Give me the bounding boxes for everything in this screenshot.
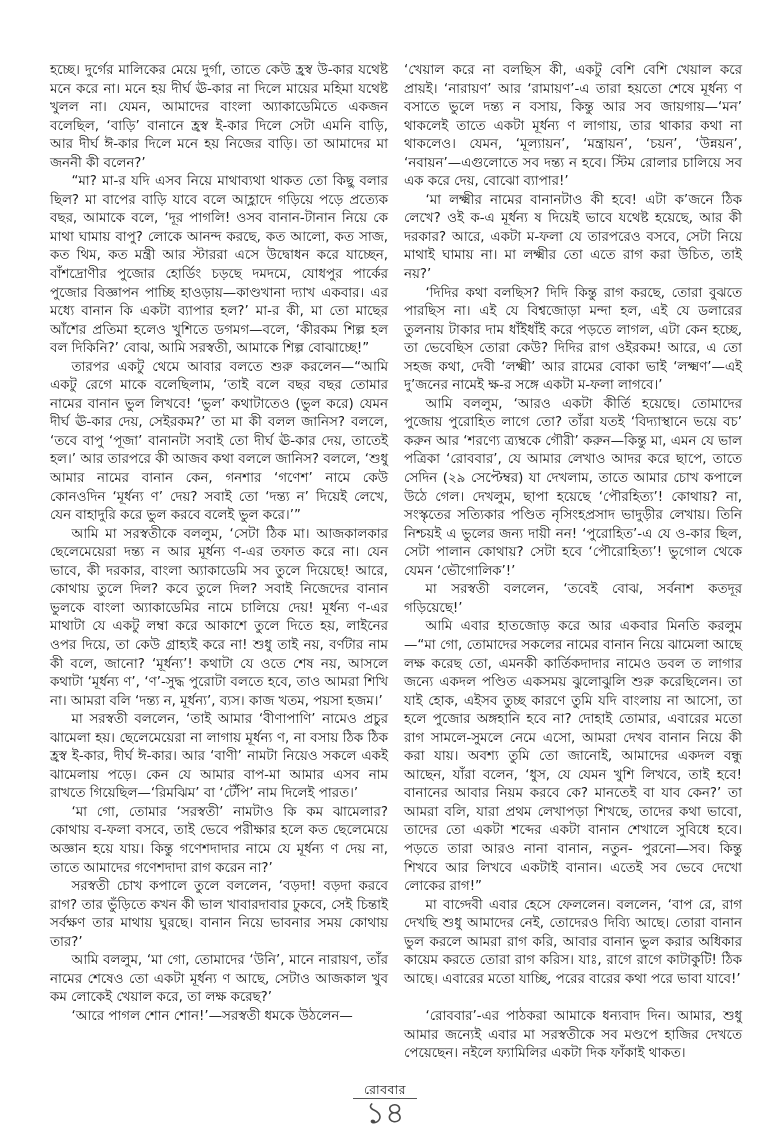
paragraph: মা বাগ্দেবী এবার হেসে ফেললেন। বললেন, ‘বাপ রে, রাগ দেখছি শুধু আমাদের নেই, তোদেরও দিব্যি আছে। তোরা বানান ভুল করলে আমরা রাগ করি, আবার বানান ভুল করার অধিকার কায়েম করতে তোরা রাগ করিস। যাঃ, রাগে রাগে কাটাকুটি! ঠিক আছে। এবারের মতো যাচ্ছি, পরের বারের কথা পরে ভাবা যাবে!’ xyxy=(404,897,742,987)
paragraph: সরস্বতী চোখ কপালে তুলে বললেন, ‘বড়দা! বড়দা করবে রাগ? তার ভুঁড়িতে কখন কী ভাল খাবারদাবার ঢুকবে, সেই চিন্তাই সর্বক্ষণ তার মাথায় ঘুরছে। বানান নিয়ে ভাবনার সময় কোথায় তার?’ xyxy=(50,879,388,950)
paragraph: মা সরস্বতী বললেন, ‘তাই আমার ‘বীণাপাণি’ নামেও প্রচুর ঝামেলা হয়। ছেলেমেয়েরা না লাগায় মূর্ধন্য ণ, না বসায় ঠিক ঠিক হ্রস্ব ই-কার, দীর্ঘ ঈ-কার। আর ‘বাণী’ নামটা নিয়েও সকলে একই ঝামেলায় পড়ে। কেন যে আমার বাপ-মা আমার এসব নাম রাখতে গিয়েছিল—‘রিমঝিম’ বা ‘টেঁপি’ নাম দিলেই পারত।’ xyxy=(50,712,388,802)
closing-paragraph: ‘রোববার’-এর পাঠকরা আমাকে ধন্যবাদ দিন। আমার, শুধু আমার জন্যেই এবার মা সরস্বতীকে সব মণ্ডপে হাজির দেখতে পেয়েছেন। নইলে ফ্যামিলির একটা দিক ফাঁকাই থাকত। xyxy=(404,1009,742,1062)
paragraph: ‘মা লক্ষ্মীর নামের বানানটাও কী হবে! এটা ক’জনে ঠিক লেখে? ওই ক-এ মূর্ধন্য ষ দিয়েই ভাবে যথেষ্ট হয়েছে, আর কী দরকার? আরে, একটা ম-ফলা যে তারপরেও বসবে, সেটা নিয়ে মাথাই ঘামায় না। মা লক্ষ্মীর তো এতে রাগ করা উচিত, তাই নয়?’ xyxy=(404,192,742,283)
paragraph: ‘খেয়াল করে না বলছিস কী, একটু বেশি বেশি খেয়াল করে প্রায়ই। ‘নারায়ণ’ আর ‘রামায়ণ’-এ তারা হয়তো শেষে মূর্ধন্য ণ বসাতে ভুলে দন্ত্য ন বসায়, কিন্তু আর সব জায়গায়—‘মন’ থাকলেই তাতে একটা মূর্ধন্য ণ লাগায়, তার থাকার কথা না থাকলেও। যেমন, ‘মূল্যায়ন’, ‘মন্ত্রায়ন’, ‘চয়ন’, ‘উন্নয়ন’, ‘নবায়ন’—এগুলোতে সব দন্ত্য ন হবে। স্টিম রোলার চালিয়ে সব এক করে দেয়, বোঝো ব্যাপার!’ xyxy=(404,63,742,190)
paragraph: ‘মা গো, তোমার ‘সরস্বতী’ নামটাও কি কম ঝামেলার? কোথায় ব-ফলা বসবে, তাই ভেবে পরীক্ষার হলে কত ছেলেমেয়ে অজ্ঞান হয়ে যায়। কিন্তু গণেশদাদার নামে যে মূর্ধন্য ণ দেয় না, তাতে আমাদের গণেশদাদা রাগ করেন না?’ xyxy=(50,804,388,876)
paragraph: ‘দিদির কথা বলছিস? দিদি কিন্তু রাগ করছে, তোরা বুঝতে পারছিস না। এই যে বিশ্বজোড়া মন্দা হল, এই যে ডলারের তুলনায় টাকার দাম ধাঁইধাঁই করে পড়তে লাগল, এটা কেন হচ্ছে, তা ভেবেছিস তোরা কেউ? দিদির রাগ ওইরকম! আরে, এ তো সহজ কথা, দেবী ‘লক্ষ্মী’ আর রামের বোকা ভাই ‘লক্ষ্মণ’—এই দু’জনের নামেই ক্ষ-র সঙ্গে একটা ম-ফলা লাগবে।’ xyxy=(404,285,742,394)
paragraph: ‘আরে পাগল শোন শোন!’—সরস্বতী ধমকে উঠলেন— xyxy=(71,1008,353,1024)
page-number: ১৪ xyxy=(365,1096,405,1131)
paragraph: আমি বললুম, ‘আরও একটা কীর্তি হয়েছে। তোমাদের পুজোয় পুরোহিত লাগে তো? তাঁরা যতই ‘বিদ্যাস্থানে ভয়ে বচ’ করুন আর ‘শরণ্যে ত্র্যম্বকে গৌরী’ করুন—কিন্তু মা, এমন যে ভাল পত্রিকা ‘রোববার’, যে আমার লেখাও আদর করে ছাপে, তাতে সেদিন (২৯ সেপ্টেম্বর) যা দেখলাম, তাতে আমার চোখ কপালে উঠে গেল। দেখলুম, ছাপা হয়েছে ‘পৌরহিত্য’! কোথায়? না, সংস্কৃতের সত্যিকার পণ্ডিত নৃসিংহপ্রসাদ ভাদুড়ীর লেখায়। তিনি নিশ্চয়ই এ ভুলের জন্য দায়ী নন! ‘পুরোহিত’-এ যে ও-কার ছিল, সেটা পালান কোথায়? সেটা হবে ‘পৌরোহিত্য’! ভুগোল থেকে যেমন ‘ভৌগোলিক’!’ xyxy=(404,396,742,579)
paragraph: তারপর একটু থেমে আবার বলতে শুরু করলেন—“আমি একটু রেগে মাকে বলেছিলাম, ‘তাই বলে বছর বছর তোমার নামের বানান ভুল লিখবে! ‘ভুল’ কথাটাতেও (ভুল করে) যেমন দীর্ঘ ঊ-কার দেয়, সেইরকম?’ তা মা কী বলল জানিস? বললে, ‘তবে বাপু ‘পূজা’ বানানটা সবাই তো দীর্ঘ ঊ-কার দেয়, তাতেই হল।’ আর তারপরে কী আজব কথা বললে জানিস? বললে, ‘শুধু আমার নামের বানান কেন, গনশার ‘গণেশ’ নামে কেউ কোনওদিন ‘মূর্ধন্য ণ’ দেয়? সবাই তো ‘দন্ত্য ন’ দিয়েই লেখে, যেন বাহাদুরি করে ভুল করবে বলেই ভুল করে।’” xyxy=(50,359,388,524)
paragraph: আমি এবার হাতজোড় করে আর একবার মিনতি করলুম—“মা গো, তোমাদের সকলের নামের বানান নিয়ে ঝামেলা আছে লক্ষ করেছ তো, এমনকী কার্তিকদাদার নামেও ডবল ত লাগার জন্যে একদল পণ্ডিত একসময় ঝুলোঝুলি শুরু করেছিলেন। তা যাই হোক, এইসব তুচ্ছ কারণে তুমি যদি বাংলায় না আসো, তা হলে পুজোর অঙ্গহানি হবে না? দোহাই তোমার, এবারের মতো রাগ সামলে-সুমলে নেমে এসো, আমরা দেখব বানান নিয়ে কী করা যায়। অবশ্য তুমি তো জানোই, আমাদের একদল বন্ধু আছেন, যাঁরা বলেন, ‘ধুস, যে যেমন খুশি লিখবে, তাই হবে! বানানের আবার নিয়ম করবে কে? মানতেই বা যাব কেন?’ তা আমরা বলি, যারা প্রথম লেখাপড়া শিখছে, তাদের কথা ভাবো, তাদের তো একটা শব্দের একটা বানান শেখালে সুবিধে হবে। পড়তে তারা আরও নানা বানান, নতুন- পুরনো—সব। কিন্তু শিখবে আর লিখবে একটাই বানান। এতেই সব ভেবে দেখো লোকের রাগ!” xyxy=(404,619,742,895)
right-column xyxy=(404,62,742,1064)
paragraph: “মা? মা-র যদি এসব নিয়ে মাথাব্যথা থাকত তো কিছু বলার ছিল? মা বাপের বাড়ি যাবে বলে আহ্লাদে গড়িয়ে পড়ে প্রত্যেক বছর, আমাকে বলে, ‘দূর পাগলি! ওসব বানান-টানান নিয়ে কে মাথা ঘামায় বাপু? লোকে আনন্দ করছে, কত আলো, কত সাজ, কত থিম, কত মন্ত্রী আর স্টাররা এসে উদ্বোধন করে যাচ্ছেন, বাঁশদ্রোণীর পুজোর হোর্ডিং চড়ছে দমদমে, যোধপুর পার্কের পুজোর বিজ্ঞাপন পাচ্ছি হাওড়ায়—কাণ্ডখানা দ্যাখ একবার। এর মধ্যে বানান কি একটা ব্যাপার হল?’ মা-র কী, মা তো মাছের আঁশের প্রতিমা হলেও খুশিতে ডগমগ—বলে, ‘কীরকম শিল্প হল বল দিকিনি?’ বোঝ, আমি সরস্বতী, আমাকে শিল্প বোঝাচ্ছে!” xyxy=(50,174,388,357)
paragraph: হচ্ছে। দুর্গের মালিকের মেয়ে দুর্গা, তাতে কেউ হ্রস্ব উ-কার যথেষ্ট মনে করে না। মনে হয় দীর্ঘ ঊ-কার না দিলে মায়ের মহিমা যথেষ্ট খুলল না। যেমন, আমাদের বাংলা অ্যাকাডেমিতে একজন বলেছিল, ‘বাড়ি’ বানানে হ্রস্ব ই-কার দিলে সেটা এমনি বাড়ি, আর দীর্ঘ ঈ-কার দিলে মনে হয় নিজের বাড়ি। তা আমাদের মা জননী কী বলেন?’ xyxy=(50,63,388,171)
publication-name: রোববার xyxy=(364,1082,406,1097)
left-column xyxy=(50,62,388,1026)
paragraph: মা সরস্বতী বললেন, ‘তবেই বোঝ, সর্বনাশ কতদূর গড়িয়েছে!’ xyxy=(404,582,742,616)
paragraph: আমি বললুম, ‘মা গো, তোমাদের ‘উনি’, মানে নারায়ণ, তাঁর নামের শেষেও তো একটা মূর্ধন্য ণ আছে, সেটাও আজকাল খুব কম লোকেই খেয়াল করে, তা লক্ষ করেছ?’ xyxy=(50,953,388,1006)
paragraph: আমি মা সরস্বতীকে বললুম, ‘সেটা ঠিক মা। আজকালকার ছেলেমেয়েরা দন্ত্য ন আর মূর্ধন্য ণ-এর তফাত করে না। যেন ভাবে, কী দরকার, বাংলা অ্যাকাডেমি সব তুলে দিয়েছে! আরে, কোথায় তুলে দিল? কবে তুলে দিল? সবাই নিজেদের বানান ভুলকে বাংলা অ্যাকাডেমির নামে চালিয়ে দেয়! মূর্ধন্য ণ-এর মাথাটা যে একটু লম্বা করে আকাশে তুলে দিতে হয়, লাইনের ওপর দিয়ে, তা কেউ গ্রাহ্যই করে না! শুধু তাই নয়, বর্ণটার নাম কী বলে, জানো? ‘মূর্ধন্য’! কথাটা যে ওতে শেষ নয়, আসলে কথাটা ‘মূর্ধন্য ণ’, ‘ণ’-সুদ্ধ পুরোটা বলতে হবে, তাও আমরা শিখি না। আমরা বলি ‘দন্ত্য ন, মূর্ধন্য’, ব্যস। কাজ খতম, পয়সা হজম।’ xyxy=(50,526,388,709)
